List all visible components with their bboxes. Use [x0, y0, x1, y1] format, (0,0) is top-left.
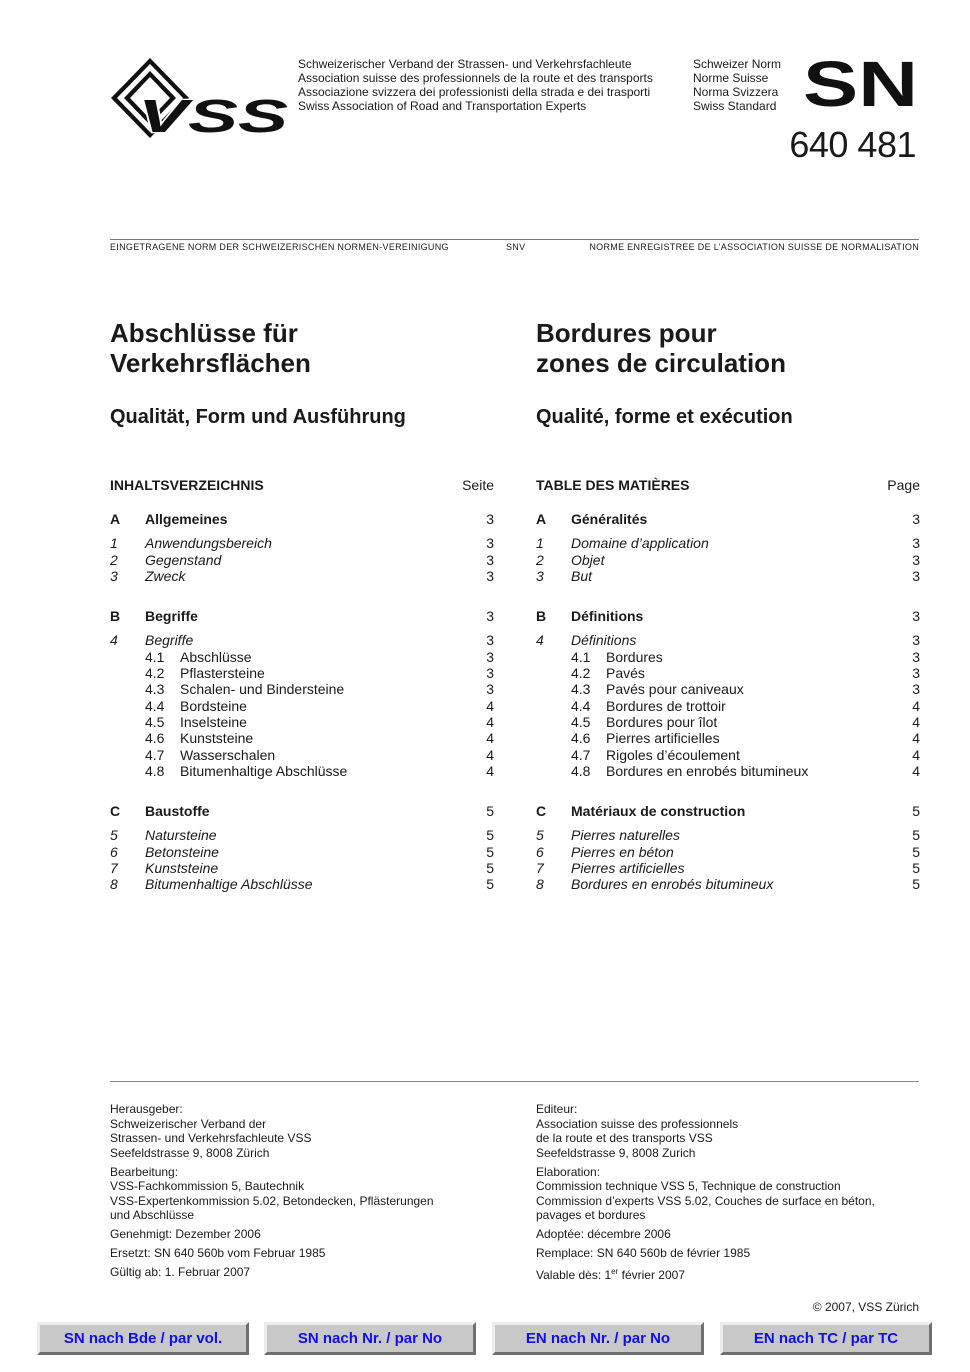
- publisher-label: Editeur:: [536, 1102, 578, 1116]
- toc-entry-number: 1: [536, 535, 544, 552]
- toc-chapter-row: [110, 876, 494, 892]
- toc-spacer: [110, 527, 494, 535]
- valid-prefix: Valable dès: 1: [536, 1268, 612, 1282]
- imprint-german: [110, 1102, 490, 1284]
- toc-entry-page: 3: [912, 665, 920, 682]
- toc-entry-number: 4.6: [571, 730, 591, 747]
- toc-sub-row: [536, 714, 920, 730]
- toc-entry-number: 5: [536, 827, 544, 844]
- toc-entry-page: 3: [912, 681, 920, 698]
- toc-entry-label: Allgemeines: [145, 511, 228, 527]
- registration-german: EINGETRAGENE NORM DER SCHWEIZERISCHEN NORMEN-VEREINIGUNG: [110, 242, 449, 252]
- toc-entry-page: 3: [912, 511, 920, 527]
- title-line: Bordures pour: [536, 318, 717, 348]
- toc-spacer: [536, 779, 920, 803]
- toc-entry-page: 3: [912, 608, 920, 625]
- toc-entry-number: 4.4: [571, 697, 591, 714]
- en-by-tc-button[interactable]: EN nach TC / par TC: [720, 1322, 932, 1355]
- toc-sub-row: [536, 698, 920, 714]
- editing-block: [110, 1165, 490, 1223]
- toc-entry-label: Pierres artificielles: [606, 730, 720, 747]
- toc-chapter-row: [536, 535, 920, 551]
- divider: [110, 239, 919, 240]
- toc-sub-row: [110, 763, 494, 779]
- toc-section-row: [536, 608, 920, 624]
- toc-entry-label: Pavés pour caniveaux: [606, 681, 744, 698]
- imprint-french: [536, 1102, 919, 1287]
- approved-date: Genehmigt: Dezember 2006: [110, 1227, 261, 1241]
- editing-line: Commission d’experts VSS 5.02, Couches de surface en béton,: [536, 1193, 875, 1208]
- toc-spacer: [110, 779, 494, 803]
- toc-entry-number: 2: [110, 551, 118, 568]
- toc-entries: [536, 511, 920, 893]
- toc-title: TABLE DES MATIÈRES: [536, 477, 690, 493]
- replaces-note: Ersetzt: SN 640 560b vom Februar 1985: [110, 1246, 326, 1260]
- norm-names: [693, 57, 781, 113]
- toc-entry-page: 4: [486, 697, 494, 714]
- subtitle-german: Qualität, Form und Ausführung: [110, 406, 406, 428]
- toc-entry-page: 5: [912, 876, 920, 893]
- toc-entry-label: Bordures de trottoir: [606, 697, 726, 714]
- toc-entry-number: 6: [110, 843, 118, 860]
- publisher-line: de la route et des transports VSS: [536, 1131, 713, 1145]
- sn-by-number-button[interactable]: SN nach Nr. / par No: [264, 1322, 476, 1355]
- norm-line: Norme Suisse: [693, 71, 769, 85]
- toc-sub-row: [110, 714, 494, 730]
- toc-section-row: [110, 803, 494, 819]
- toc-entry-page: 5: [486, 827, 494, 844]
- toc-entry-label: Zweck: [145, 567, 186, 584]
- toc-entry-page: 3: [912, 632, 920, 649]
- toc-entry-number: 4: [110, 632, 118, 649]
- editing-block: [536, 1165, 919, 1223]
- title-line: zones de circulation: [536, 348, 786, 378]
- publisher-line: Seefeldstrasse 9, 8008 Zurich: [536, 1145, 696, 1160]
- editing-line: VSS-Fachkommission 5, Bautechnik: [110, 1179, 305, 1193]
- toc-entry-number: 4.4: [145, 697, 165, 714]
- toc-chapter-row: [110, 552, 494, 568]
- title-german: [110, 318, 311, 378]
- toc-header: [110, 477, 494, 511]
- toc-entry-label: Baustoffe: [145, 803, 210, 820]
- toc-entry-page: 4: [912, 762, 920, 779]
- toc-spacer: [536, 819, 920, 827]
- toc-section-row: [536, 803, 920, 819]
- toc-chapter-row: [110, 827, 494, 843]
- toc-entry-page: 3: [486, 681, 494, 698]
- toc-sub-row: [110, 698, 494, 714]
- toc-entry-number: 7: [536, 860, 544, 877]
- association-line: Schweizerischer Verband der Strassen- und Verkehrsfachleute: [298, 57, 632, 71]
- norm-line: Swiss Standard: [693, 99, 777, 113]
- toc-entry-label: Kunststeine: [180, 730, 254, 747]
- toc-french: [536, 477, 920, 893]
- toc-entry-page: 3: [486, 567, 494, 584]
- toc-entry-number: 3: [110, 567, 118, 584]
- toc-section-row: [110, 511, 494, 527]
- toc-entry-label: Abschlüsse: [180, 648, 252, 665]
- association-line: Associazione svizzera dei professionisti della strada e dei trasporti: [298, 85, 651, 99]
- publisher-block: [536, 1102, 919, 1160]
- title-line: Abschlüsse für: [110, 318, 298, 348]
- vss-logo: [110, 56, 290, 140]
- toc-entry-label: Wasserschalen: [180, 746, 276, 763]
- approved-date: Adoptée: décembre 2006: [536, 1227, 671, 1241]
- toc-entry-number: 4.7: [571, 746, 591, 763]
- toc-entry-number: 2: [536, 551, 544, 568]
- valid-date: Gültig ab: 1. Februar 2007: [110, 1265, 251, 1279]
- toc-entry-page: 5: [486, 803, 494, 820]
- toc-entry-number: B: [536, 608, 547, 625]
- toc-entry-number: A: [536, 511, 547, 527]
- toc-entry-page: 5: [486, 860, 494, 877]
- toc-entry-label: Généralités: [571, 511, 648, 527]
- toc-entry-page: 4: [912, 730, 920, 747]
- toc-sub-row: [110, 665, 494, 681]
- toc-entry-number: 4.6: [145, 730, 165, 747]
- toc-page-label: Seite: [462, 477, 494, 493]
- toc-german: [110, 477, 494, 893]
- toc-entry-page: 5: [486, 876, 494, 893]
- toc-entry-number: A: [110, 511, 121, 527]
- toc-chapter-row: [110, 568, 494, 584]
- toc-entry-label: Natursteine: [145, 827, 217, 844]
- toc-entry-label: Anwendungsbereich: [145, 535, 272, 552]
- toc-title: INHALTSVERZEICHNIS: [110, 477, 264, 493]
- toc-entry-page: 3: [486, 535, 494, 552]
- toc-entry-page: 3: [912, 648, 920, 665]
- toc-chapter-row: [110, 535, 494, 551]
- toc-entry-label: Pflastersteine: [180, 665, 265, 682]
- toc-sub-row: [536, 763, 920, 779]
- sn-by-volume-button[interactable]: SN nach Bde / par vol.: [37, 1322, 249, 1355]
- toc-entry-number: 4.2: [571, 665, 591, 682]
- toc-entry-label: Objet: [571, 551, 605, 568]
- toc-entry-page: 5: [486, 843, 494, 860]
- toc-entry-label: Bordures: [606, 648, 663, 665]
- toc-entry-number: 3: [536, 567, 544, 584]
- toc-entry-label: Pavés: [606, 665, 645, 682]
- valid-date: [536, 1265, 919, 1283]
- toc-entry-number: 4.5: [145, 713, 165, 730]
- toc-sub-row: [110, 730, 494, 746]
- title-line: Verkehrsflächen: [110, 348, 311, 378]
- toc-entry-number: 4.1: [145, 648, 165, 665]
- toc-entry-page: 3: [486, 632, 494, 649]
- toc-entry-number: 8: [536, 876, 544, 893]
- toc-sub-row: [536, 649, 920, 665]
- editing-line: VSS-Expertenkommission 5.02, Betondecken, Pflästerungen: [110, 1193, 434, 1208]
- toc-entry-page: 3: [486, 665, 494, 682]
- toc-entry-number: 4.3: [571, 681, 591, 698]
- norm-line: Schweizer Norm: [693, 57, 782, 71]
- toc-sub-row: [110, 681, 494, 697]
- toc-entry-page: 3: [486, 608, 494, 625]
- toc-entry-number: C: [536, 803, 547, 820]
- toc-spacer: [536, 624, 920, 632]
- toc-entry-label: Schalen- und Bindersteine: [180, 681, 345, 698]
- toc-header: [536, 477, 920, 511]
- publisher-label: Herausgeber:: [110, 1102, 183, 1116]
- toc-entry-label: Pierres artificielles: [571, 860, 685, 877]
- standard-number: 640 481: [789, 124, 916, 165]
- toc-chapter-row: [536, 632, 920, 648]
- toc-chapter-row: [110, 844, 494, 860]
- toc-chapter-row: [110, 860, 494, 876]
- toc-section-row: [536, 511, 920, 527]
- publisher-line: Association suisse des professionnels: [536, 1116, 739, 1131]
- toc-entries: [110, 511, 494, 893]
- association-line: Swiss Association of Road and Transportation Experts: [298, 99, 587, 113]
- toc-entry-page: 5: [912, 827, 920, 844]
- toc-entry-number: 4: [536, 632, 544, 649]
- toc-entry-number: 4.8: [145, 762, 165, 779]
- toc-entry-number: C: [110, 803, 121, 820]
- editing-line: pavages et bordures: [536, 1208, 646, 1222]
- toc-entry-label: Bitumenhaltige Abschlüsse: [145, 876, 313, 893]
- toc-entry-label: Inselsteine: [180, 713, 247, 730]
- toc-entry-number: 4.3: [145, 681, 165, 698]
- toc-spacer: [536, 527, 920, 535]
- toc-sub-row: [110, 649, 494, 665]
- toc-chapter-row: [536, 844, 920, 860]
- toc-entry-number: 5: [110, 827, 118, 844]
- toc-entry-page: 3: [486, 511, 494, 527]
- toc-entry-page: 4: [486, 713, 494, 730]
- divider: [110, 1081, 919, 1082]
- publisher-line: Strassen- und Verkehrsfachleute VSS: [110, 1131, 312, 1145]
- editing-line: Commission technique VSS 5, Technique de construction: [536, 1179, 841, 1193]
- editing-label: Elaboration:: [536, 1164, 601, 1179]
- toc-entry-page: 3: [912, 551, 920, 568]
- valid-superscript: er: [611, 1267, 619, 1276]
- replaces-note: Remplace: SN 640 560b de février 1985: [536, 1246, 751, 1260]
- toc-section-row: [110, 608, 494, 624]
- toc-entry-label: Begriffe: [145, 608, 198, 625]
- editing-label: Bearbeitung:: [110, 1164, 179, 1179]
- svg-text:SN: SN: [803, 58, 918, 108]
- toc-entry-label: Pierres naturelles: [571, 827, 680, 844]
- toc-entry-number: 4.7: [145, 746, 165, 763]
- publisher-line: Schweizerischer Verband der: [110, 1116, 267, 1131]
- toc-chapter-row: [536, 827, 920, 843]
- toc-entry-page: 3: [912, 535, 920, 552]
- toc-chapter-row: [536, 568, 920, 584]
- sn-logo: [803, 58, 919, 108]
- toc-entry-page: 4: [912, 746, 920, 763]
- publisher-line: Seefeldstrasse 9, 8008 Zürich: [110, 1145, 270, 1160]
- toc-chapter-row: [536, 876, 920, 892]
- toc-entry-number: 6: [536, 843, 544, 860]
- toc-entry-label: Begriffe: [145, 632, 194, 649]
- toc-entry-label: Pierres en béton: [571, 843, 674, 860]
- publisher-block: [110, 1102, 490, 1160]
- subtitle-french: Qualité, forme et exécution: [536, 406, 793, 428]
- toc-chapter-row: [536, 552, 920, 568]
- toc-entry-label: But: [571, 567, 593, 584]
- toc-entry-number: 4.5: [571, 713, 591, 730]
- registration-french: NORME ENREGISTREE DE L’ASSOCIATION SUISSE DE NORMALISATION: [589, 242, 919, 252]
- toc-entry-number: 7: [110, 860, 118, 877]
- toc-entry-label: Kunststeine: [145, 860, 219, 877]
- toc-entry-label: Définitions: [571, 632, 637, 649]
- toc-entry-page: 5: [912, 860, 920, 877]
- toc-entry-label: Rigoles d’écoulement: [606, 746, 740, 763]
- toc-chapter-row: [536, 860, 920, 876]
- toc-entry-label: Bordures en enrobés bitumineux: [606, 762, 809, 779]
- toc-entry-number: 8: [110, 876, 118, 893]
- toc-entry-label: Bordures pour îlot: [606, 713, 718, 730]
- toc-entry-page: 3: [912, 567, 920, 584]
- toc-entry-label: Bitumenhaltige Abschlüsse: [180, 762, 348, 779]
- toc-entry-number: B: [110, 608, 121, 625]
- toc-entry-page: 4: [486, 762, 494, 779]
- toc-entry-number: 1: [110, 535, 118, 552]
- toc-spacer: [110, 584, 494, 608]
- toc-sub-row: [536, 681, 920, 697]
- toc-entry-page: 4: [912, 697, 920, 714]
- association-names: [298, 57, 653, 113]
- en-by-number-button[interactable]: EN nach Nr. / par No: [492, 1322, 704, 1355]
- toc-entry-label: Bordures en enrobés bitumineux: [571, 876, 774, 893]
- toc-entry-number: 4.1: [571, 648, 591, 665]
- toc-entry-number: 4.2: [145, 665, 165, 682]
- toc-entry-label: Betonsteine: [145, 843, 219, 860]
- toc-entry-page: 3: [486, 551, 494, 568]
- toc-entry-page: 5: [912, 803, 920, 820]
- norm-line: Norma Svizzera: [693, 85, 779, 99]
- editing-line: und Abschlüsse: [110, 1208, 195, 1222]
- toc-entry-label: Domaine d’application: [571, 535, 709, 552]
- toc-entry-label: Gegenstand: [145, 551, 222, 568]
- toc-entry-page: 4: [912, 713, 920, 730]
- copyright: © 2007, VSS Zürich: [812, 1300, 919, 1314]
- title-french: [536, 318, 786, 378]
- toc-spacer: [110, 819, 494, 827]
- toc-entry-page: 4: [486, 746, 494, 763]
- registration-snv: SNV: [506, 242, 526, 252]
- toc-sub-row: [110, 747, 494, 763]
- toc-entry-label: Bordsteine: [180, 697, 247, 714]
- svg-text:VSS: VSS: [138, 90, 289, 140]
- toc-page-label: Page: [887, 477, 920, 493]
- toc-sub-row: [536, 747, 920, 763]
- toc-entry-page: 5: [912, 843, 920, 860]
- toc-sub-row: [536, 665, 920, 681]
- toc-entry-number: 4.8: [571, 762, 591, 779]
- toc-spacer: [536, 584, 920, 608]
- toc-chapter-row: [110, 632, 494, 648]
- toc-entry-page: 4: [486, 730, 494, 747]
- association-line: Association suisse des professionnels de la route et des transports: [298, 71, 653, 85]
- toc-entry-label: Définitions: [571, 608, 644, 625]
- valid-suffix: février 2007: [618, 1268, 685, 1282]
- toc-entry-page: 3: [486, 648, 494, 665]
- toc-spacer: [110, 624, 494, 632]
- toc-entry-label: Matériaux de construction: [571, 803, 746, 820]
- toc-sub-row: [536, 730, 920, 746]
